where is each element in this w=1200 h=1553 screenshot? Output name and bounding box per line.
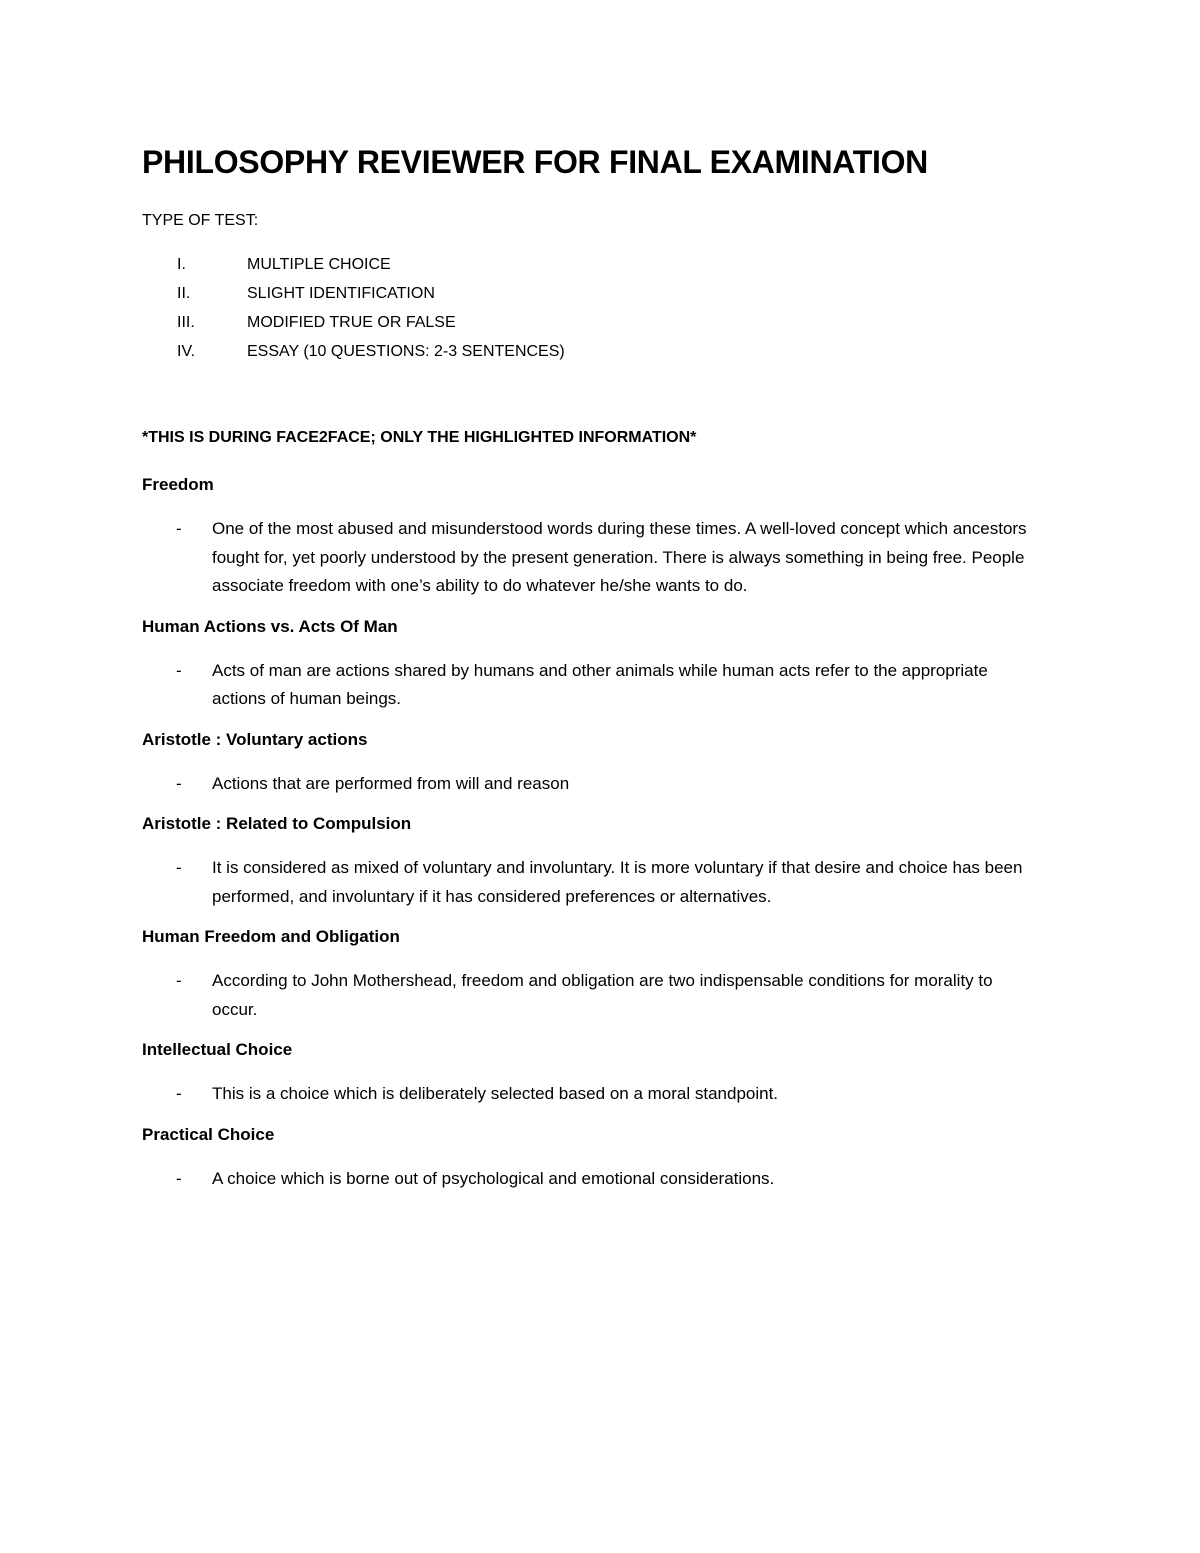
- section-heading-intellectual-choice: Intellectual Choice: [142, 1040, 293, 1059]
- bullet-dash: -: [176, 858, 182, 877]
- highlight-note: *THIS IS DURING FACE2FACE; ONLY THE HIGHLIGHTED INFORMATION*: [142, 429, 697, 446]
- section-text: A choice which is borne out of psychological and emotional considerations.: [212, 1168, 775, 1188]
- section-text: It is considered as mixed of voluntary and involuntary. It is more voluntary if that desire and choice has been performed, and involuntary if it has considered preferences or alternatives.: [212, 858, 1023, 906]
- section-heading-compulsion: Aristotle : Related to Compulsion: [142, 814, 412, 833]
- section-text: Acts of man are actions shared by humans and other animals while human acts refer to the appropriate actions of human beings.: [212, 660, 988, 708]
- section-bullet: [142, 1080, 1042, 1109]
- section-heading-human-actions: Human Actions vs. Acts Of Man: [142, 616, 398, 636]
- section-bullet: [142, 967, 1042, 1024]
- test-type-numeral: II.: [177, 285, 191, 302]
- bullet-dash: -: [176, 773, 182, 793]
- section-heading-practical-choice: Practical Choice: [142, 1124, 275, 1144]
- section-bullet: [142, 657, 1042, 714]
- page-title: PHILOSOPHY REVIEWER FOR FINAL EXAMINATION: [142, 144, 928, 180]
- test-type-item: [177, 343, 565, 372]
- review-sections: [142, 474, 1042, 1208]
- bullet-dash: -: [176, 1168, 182, 1188]
- bullet-dash: -: [176, 1084, 182, 1103]
- test-type-item: [177, 285, 565, 314]
- section-text: Actions that are performed from will and reason: [212, 773, 570, 793]
- section-bullet: [142, 770, 1042, 799]
- bullet-dash: -: [176, 660, 182, 680]
- section-text: This is a choice which is deliberately selected based on a moral standpoint.: [212, 1084, 779, 1103]
- test-type-label: TYPE OF TEST:: [142, 212, 259, 229]
- test-type-numeral: I.: [177, 256, 186, 273]
- test-type-numeral: IV.: [177, 343, 196, 360]
- section-heading-freedom: Freedom: [142, 475, 214, 494]
- test-type-text: SLIGHT IDENTIFICATION: [247, 285, 435, 302]
- section-bullet: [142, 854, 1042, 911]
- test-type-text: MULTIPLE CHOICE: [247, 256, 391, 273]
- section-text: According to John Mothershead, freedom and obligation are two indispensable conditions for morality to occur.: [212, 971, 993, 1019]
- section-heading-freedom-obligation: Human Freedom and Obligation: [142, 927, 400, 946]
- section-heading-voluntary-actions: Aristotle : Voluntary actions: [142, 729, 368, 749]
- test-type-text: MODIFIED TRUE OR FALSE: [247, 314, 456, 331]
- section-bullet: [142, 1165, 1042, 1194]
- section-text: One of the most abused and misunderstood words during these times. A well-loved concept which ancestors fought for, yet poorly understood by the present generation. There is always something in being free. People associate freedom with one’s ability to do whatever he/she wants to do.: [212, 519, 1027, 595]
- test-type-list: [177, 256, 565, 372]
- section-bullet: [142, 515, 1042, 601]
- test-type-text: ESSAY (10 QUESTIONS: 2-3 SENTENCES): [247, 343, 565, 360]
- test-type-item: [177, 314, 565, 343]
- bullet-dash: -: [176, 519, 182, 538]
- test-type-numeral: III.: [177, 314, 195, 331]
- bullet-dash: -: [176, 971, 182, 990]
- test-type-item: [177, 256, 565, 285]
